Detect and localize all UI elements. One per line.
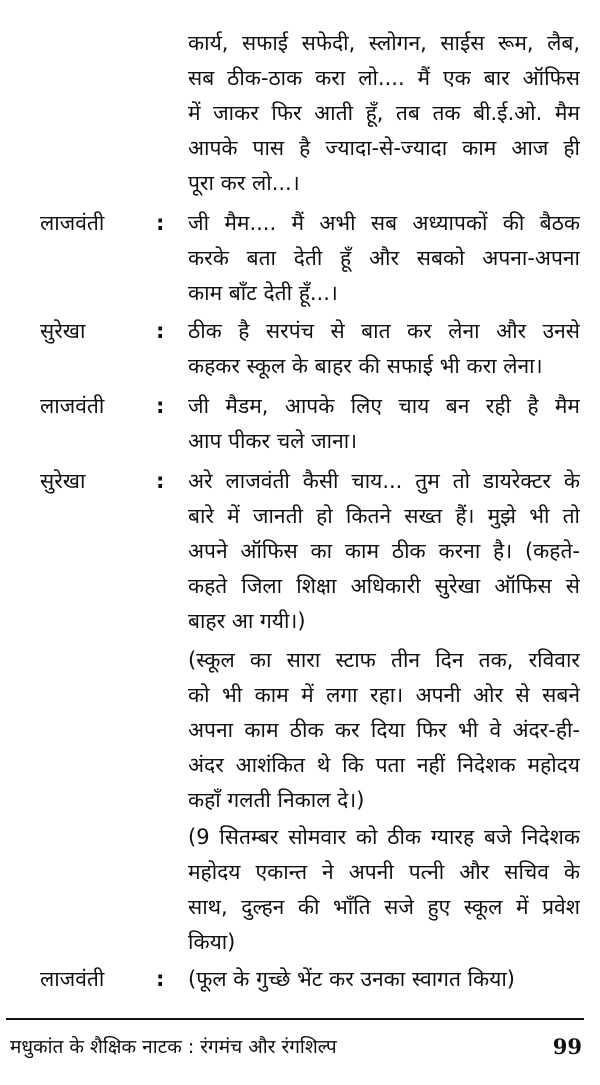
footer-divider xyxy=(6,1018,584,1020)
speaker-name: सुरेखा xyxy=(40,469,86,493)
text-line: जी मैम.... मैं अभी सब अध्यापकों की बैठक xyxy=(188,211,580,235)
text-line: जी मैडम, आपके लिए चाय बन रही है मैम xyxy=(188,394,580,418)
speaker-name: सुरेखा xyxy=(40,319,86,343)
text-line: किया) xyxy=(188,930,236,954)
text-line: सब ठीक-ठाक करा लो.... मैं एक बार ऑफिस xyxy=(188,66,580,90)
text-line: कहकर स्कूल के बाहर की सफाई भी करा लेना। xyxy=(188,354,543,378)
speaker-name: लाजवंती xyxy=(40,967,105,991)
speaker-name: लाजवंती xyxy=(40,211,105,235)
text-line: (स्कूल का सारा स्टाफ तीन दिन तक, रविवार xyxy=(188,648,580,672)
text-line: महोदय एकान्त ने अपनी पत्नी और सचिव के xyxy=(188,860,580,884)
text-line: करके बता देती हूँ और सबको अपना-अपना xyxy=(188,246,580,270)
page-number: 99 xyxy=(552,1034,582,1059)
text-line: बारे में जानती हो कितने सख्त हैं। मुझे भी तो xyxy=(188,504,580,528)
text-line: अपना काम ठीक कर दिया फिर भी वे अंदर-ही- xyxy=(188,718,580,742)
text-line: आप पीकर चले जाना। xyxy=(188,429,358,453)
running-footer-title: मधुकांत के शैक्षिक नाटक : रंगमंच और रंगशिल्प xyxy=(10,1036,337,1058)
text-line: (फूल के गुच्छे भेंट कर उनका स्वागत किया) xyxy=(188,967,515,991)
text-line: अरे लाजवंती कैसी चाय... तुम तो डायरेक्टर के xyxy=(188,469,580,493)
speaker-colon: : xyxy=(156,211,165,235)
text-line: पूरा कर लो...। xyxy=(188,171,300,195)
text-line: में जाकर फिर आती हूँ, तब तक बी.ई.ओ. मैम xyxy=(188,101,580,125)
text-line: अंदर आशंकित थे कि पता नहीं निदेशक महोदय xyxy=(188,753,580,777)
text-line: को भी काम में लगा रहा। अपनी ओर से सबने xyxy=(188,683,580,707)
text-line: काम बाँट देती हूँ...। xyxy=(188,281,338,305)
speaker-name: लाजवंती xyxy=(40,394,105,418)
text-line: कहाँ गलती निकाल दे।) xyxy=(188,788,365,812)
speaker-colon: : xyxy=(156,967,165,991)
speaker-colon: : xyxy=(156,319,165,343)
text-line: कार्य, सफाई सफेदी, स्लोगन, साईस रूम, लैब, xyxy=(188,31,580,55)
text-line: (9 सितम्बर सोमवार को ठीक ग्यारह बजे निदेशक xyxy=(188,825,580,849)
text-line: साथ, दुल्हन की भाँति सजे हुए स्कूल में प्रवेश xyxy=(188,895,580,919)
text-line: अपने ऑफिस का काम ठीक करना है। (कहते- xyxy=(188,539,580,563)
text-line: कहते जिला शिक्षा अधिकारी सुरेखा ऑफिस से xyxy=(188,574,580,598)
text-line: आपके पास है ज्यादा-से-ज्यादा काम आज ही xyxy=(188,136,580,160)
speaker-colon: : xyxy=(156,469,165,493)
text-line: ठीक है सरपंच से बात कर लेना और उनसे xyxy=(188,319,580,343)
speaker-colon: : xyxy=(156,394,165,418)
text-line: बाहर आ गयी।) xyxy=(188,609,306,633)
